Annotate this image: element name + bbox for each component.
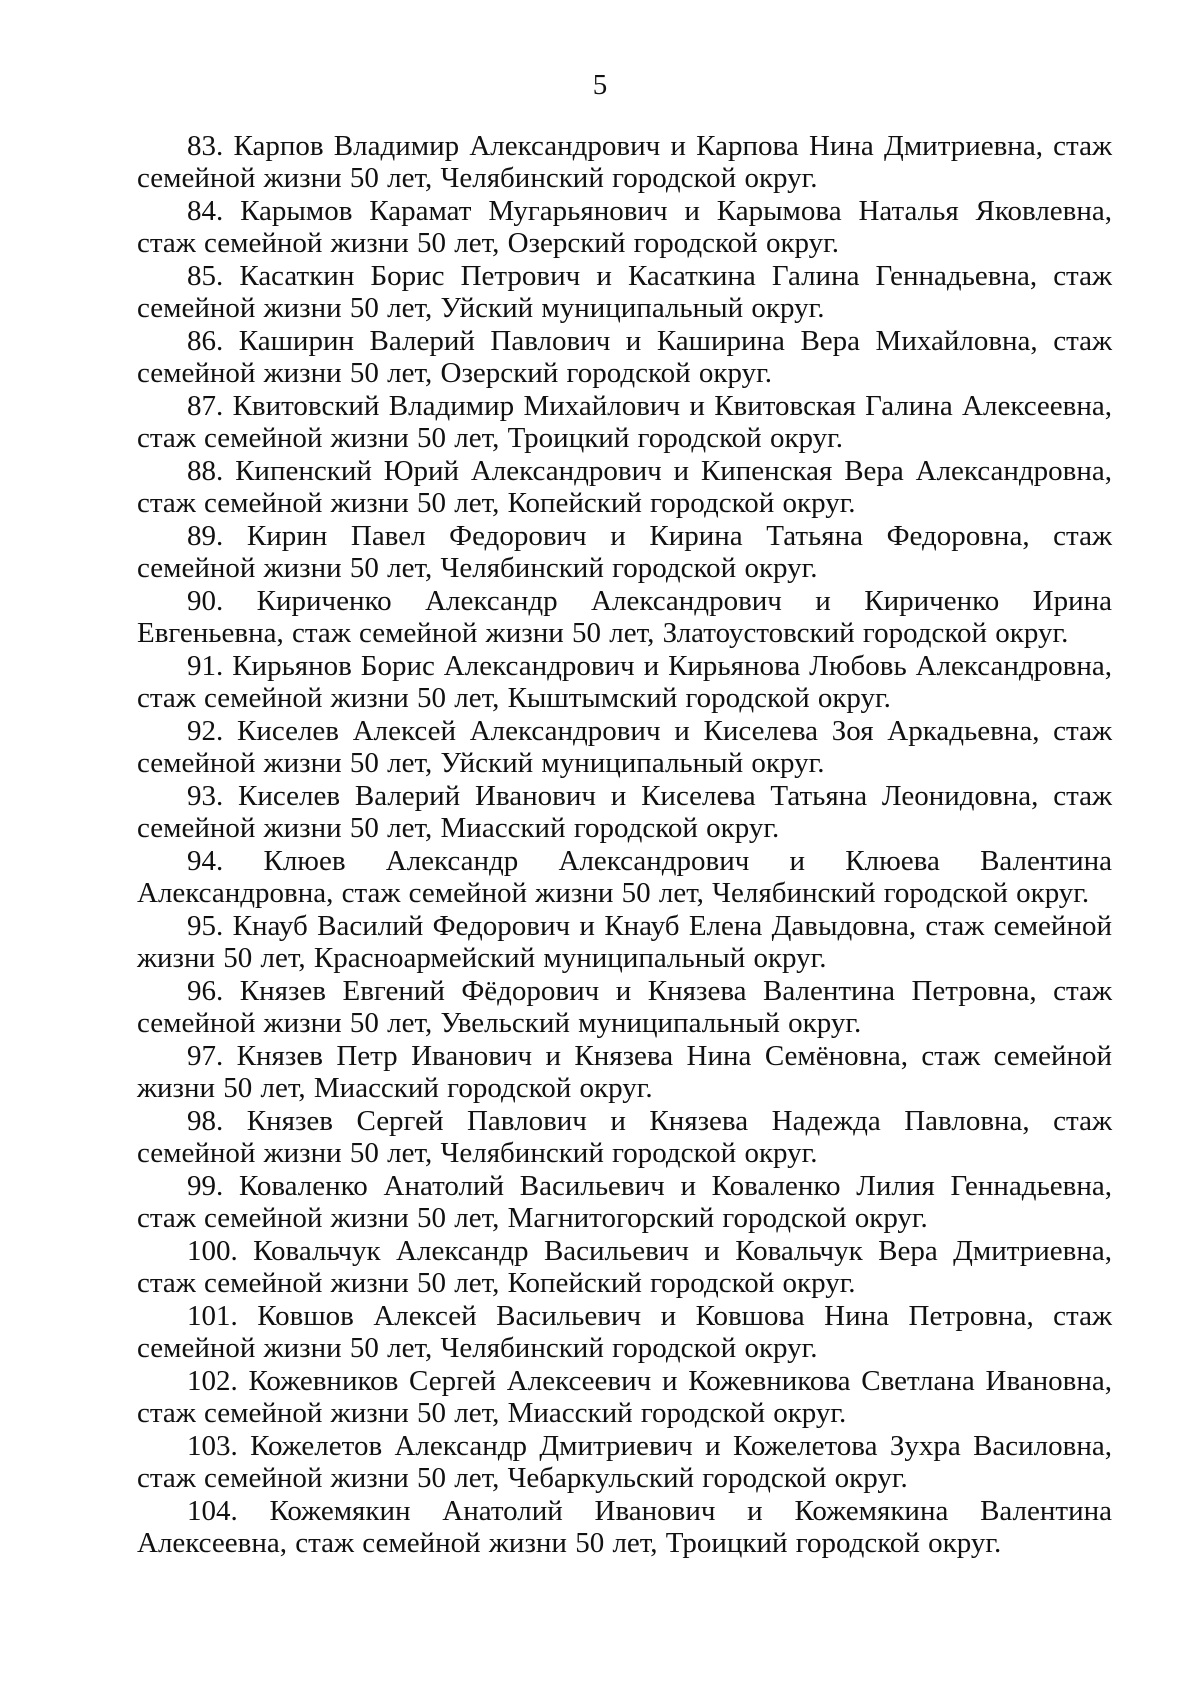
list-item: 91. Кирьянов Борис Александрович и Кирьянова Любовь Александровна, стаж семейной жизни 50 лет, Кыштымский городской округ. (137, 650, 1112, 714)
list-item: 100. Ковальчук Александр Васильевич и Ковальчук Вера Дмитриевна, стаж семейной жизни 50 лет, Копейский городской округ. (137, 1235, 1112, 1299)
list-item: 87. Квитовский Владимир Михайлович и Квитовская Галина Алексеевна, стаж семейной жизни 50 лет, Троицкий городской округ. (137, 390, 1112, 454)
list-item: 98. Князев Сергей Павлович и Князева Надежда Павловна, стаж семейной жизни 50 лет, Челябинский городской округ. (137, 1105, 1112, 1169)
list-item: 89. Кирин Павел Федорович и Кирина Татьяна Федоровна, стаж семейной жизни 50 лет, Челябинский городской округ. (137, 520, 1112, 584)
list-item: 97. Князев Петр Иванович и Князева Нина Семёновна, стаж семейной жизни 50 лет, Миасский городской округ. (137, 1040, 1112, 1104)
page-number: 5 (592, 69, 608, 101)
list-item: 83. Карпов Владимир Александрович и Карпова Нина Дмитриевна, стаж семейной жизни 50 лет, Челябинский городской округ. (137, 130, 1112, 194)
list-item: 99. Коваленко Анатолий Васильевич и Коваленко Лилия Геннадьевна, стаж семейной жизни 50 лет, Магнитогорский городской округ. (137, 1170, 1112, 1234)
list-item: 84. Карымов Карамат Мугарьянович и Карымова Наталья Яковлевна, стаж семейной жизни 50 лет, Озерский городской округ. (137, 195, 1112, 259)
list-item: 95. Кнауб Василий Федорович и Кнауб Елена Давыдовна, стаж семейной жизни 50 лет, Красноармейский муниципальный округ. (137, 910, 1112, 974)
list-item: 94. Клюев Александр Александрович и Клюева Валентина Александровна, стаж семейной жизни 50 лет, Челябинский городской округ. (137, 845, 1112, 909)
list-item: 101. Ковшов Алексей Васильевич и Ковшова Нина Петровна, стаж семейной жизни 50 лет, Челябинский городской округ. (137, 1300, 1112, 1364)
list-item: 102. Кожевников Сергей Алексеевич и Кожевникова Светлана Ивановна, стаж семейной жизни 50 лет, Миасский городской округ. (137, 1365, 1112, 1429)
list-item: 93. Киселев Валерий Иванович и Киселева Татьяна Леонидовна, стаж семейной жизни 50 лет, Миасский городской округ. (137, 780, 1112, 844)
list-item: 85. Касаткин Борис Петрович и Касаткина Галина Геннадьевна, стаж семейной жизни 50 лет, Уйский муниципальный округ. (137, 260, 1112, 324)
award-list (137, 130, 1112, 1560)
list-item: 90. Кириченко Александр Александрович и Кириченко Ирина Евгеньевна, стаж семейной жизни 50 лет, Златоустовский городской округ. (137, 585, 1112, 649)
list-item: 103. Кожелетов Александр Дмитриевич и Кожелетова Зухра Василовна, стаж семейной жизни 50 лет, Чебаркульский городской округ. (137, 1430, 1112, 1494)
list-item: 96. Князев Евгений Фёдорович и Князева Валентина Петровна, стаж семейной жизни 50 лет, Увельский муниципальный округ. (137, 975, 1112, 1039)
list-item: 92. Киселев Алексей Александрович и Киселева Зоя Аркадьевна, стаж семейной жизни 50 лет, Уйский муниципальный округ. (137, 715, 1112, 779)
list-item: 86. Каширин Валерий Павлович и Каширина Вера Михайловна, стаж семейной жизни 50 лет, Озерский городской округ. (137, 325, 1112, 389)
list-item: 104. Кожемякин Анатолий Иванович и Кожемякина Валентина Алексеевна, стаж семейной жизни 50 лет, Троицкий городской округ. (137, 1495, 1112, 1559)
list-item: 88. Кипенский Юрий Александрович и Кипенская Вера Александровна, стаж семейной жизни 50 лет, Копейский городской округ. (137, 455, 1112, 519)
